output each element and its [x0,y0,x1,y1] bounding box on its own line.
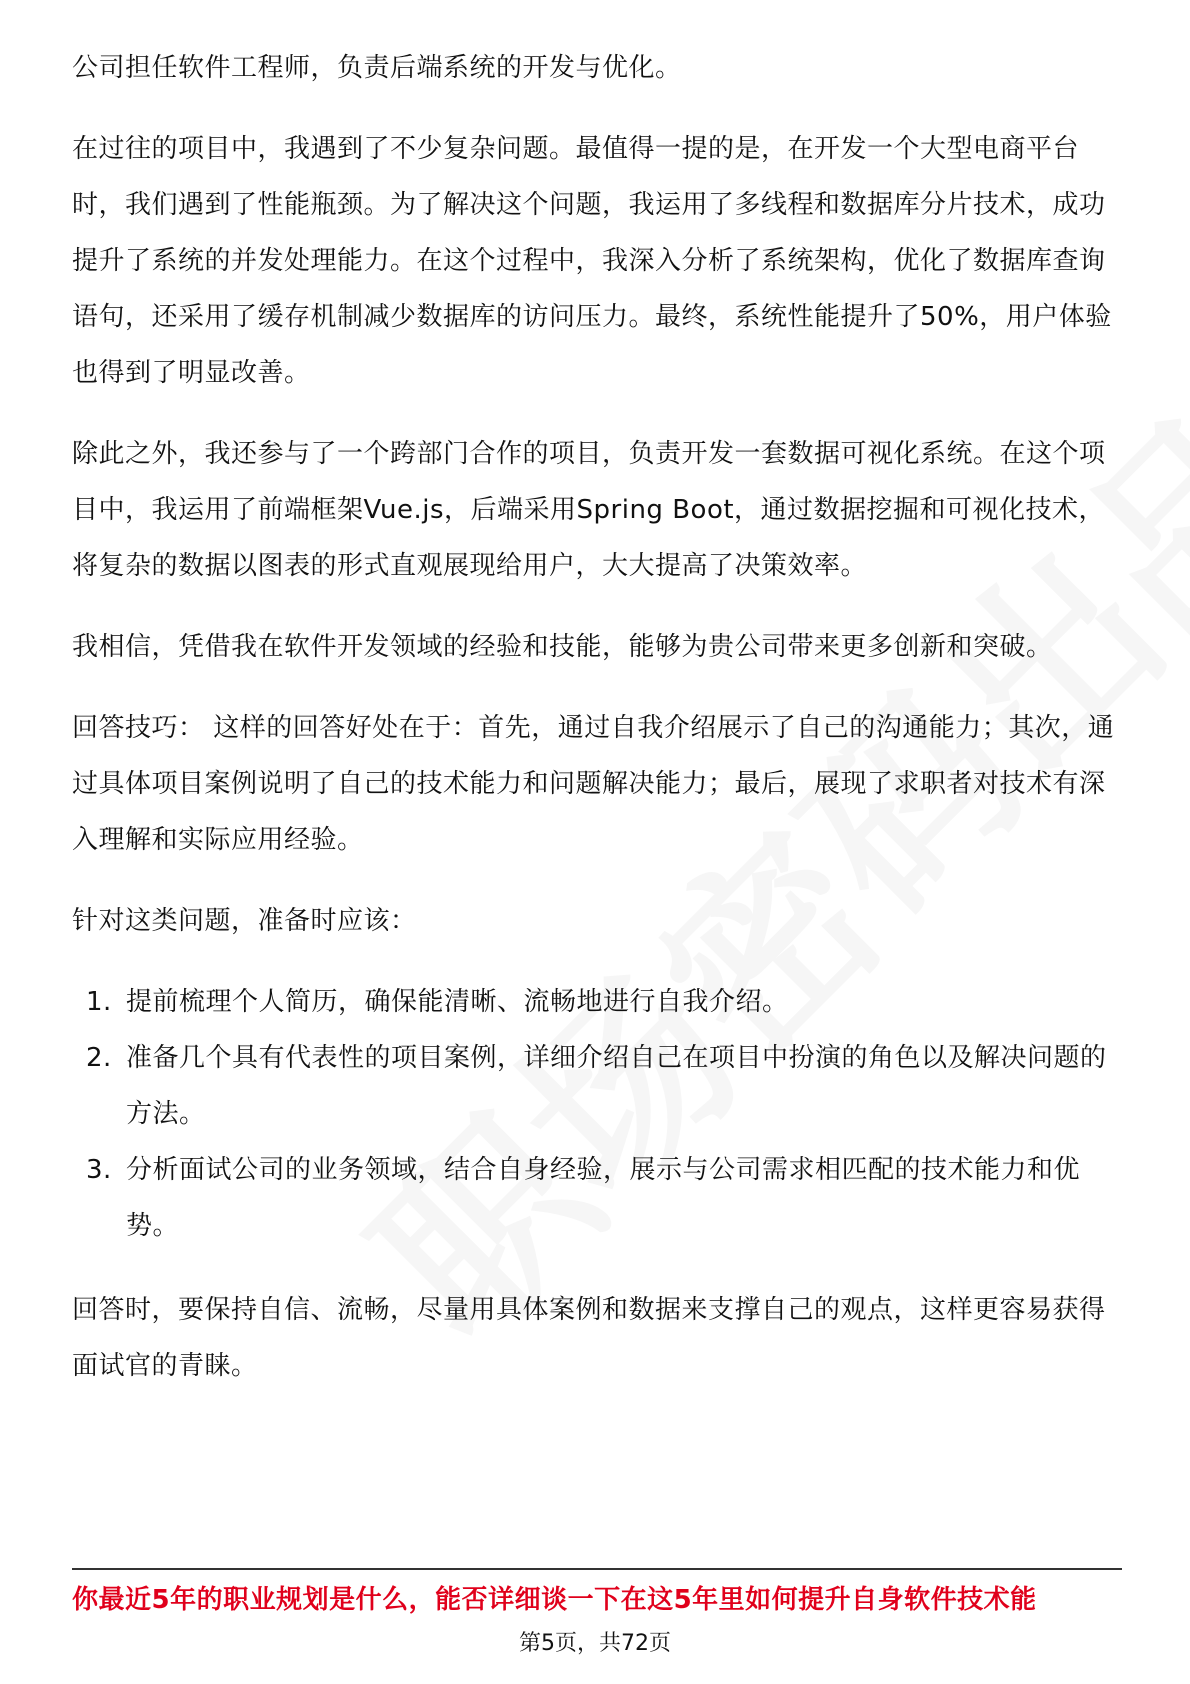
paragraph-conclusion: 我相信，凭借我在软件开发领域的经验和技能，能够为贵公司带来更多创新和突破。 [72,632,1053,662]
paragraph-prep-heading: 针对这类问题，准备时应该： [72,906,417,936]
next-question-heading: 你最近5年的职业规划是什么，能否详细谈一下在这5年里如何提升自身软件技术能 [72,1585,1037,1615]
list-item-text: 准备几个具有代表性的项目案例，详细介绍自己在项目中扮演的角色以及解决问题的方法。 [126,1043,1107,1129]
paragraph-closing: 回答时，要保持自信、流畅，尽量用具体案例和数据来支撑自己的观点，这样更容易获得面试官的青睐。 [72,1295,1106,1381]
list-item-text: 提前梳理个人简历，确保能清晰、流畅地进行自我介绍。 [126,987,789,1017]
paragraph-project-visualization: 除此之外，我还参与了一个跨部门合作的项目，负责开发一套数据可视化系统。在这个项目中，我运用了前端框架Vue.js，后端采用Spring Boot，通过数据挖掘和可视化技术，将复杂的数据以图表的形式直观展现给用户，大大提高了决策效率。 [72,439,1106,581]
footer-divider [72,1568,1122,1570]
list-item-number: 1. [86,987,112,1017]
document-body [72,40,1122,1419]
page-number: 第5页，共72页 [519,1631,671,1656]
list-item [72,974,1122,1030]
paragraph-project-ecommerce: 在过往的项目中，我遇到了不少复杂问题。最值得一提的是，在开发一个大型电商平台时，我们遇到了性能瓶颈。为了解决这个问题，我运用了多线程和数据库分片技术，成功提升了系统的并发处理能力。在这个过程中，我深入分析了系统架构，优化了数据库查询语句，还采用了缓存机制减少数据库的访问压力。最终，系统性能提升了50%，用户体验也得到了明显改善。 [72,134,1112,388]
list-item-text: 分析面试公司的业务领域，结合自身经验，展示与公司需求相匹配的技术能力和优势。 [126,1155,1081,1241]
list-item [72,1142,1122,1254]
paragraph-intro: 公司担任软件工程师，负责后端系统的开发与优化。 [72,53,682,83]
paragraph-answer-tips: 回答技巧： 这样的回答好处在于：首先，通过自我介绍展示了自己的沟通能力；其次，通过具体项目案例说明了自己的技术能力和问题解决能力；最后，展现了求职者对技术有深入理解和实际应用经验。 [72,713,1115,855]
list-item-number: 2. [86,1043,112,1073]
list-item-number: 3. [86,1155,112,1185]
prep-list [72,974,1122,1254]
list-item [72,1030,1122,1142]
